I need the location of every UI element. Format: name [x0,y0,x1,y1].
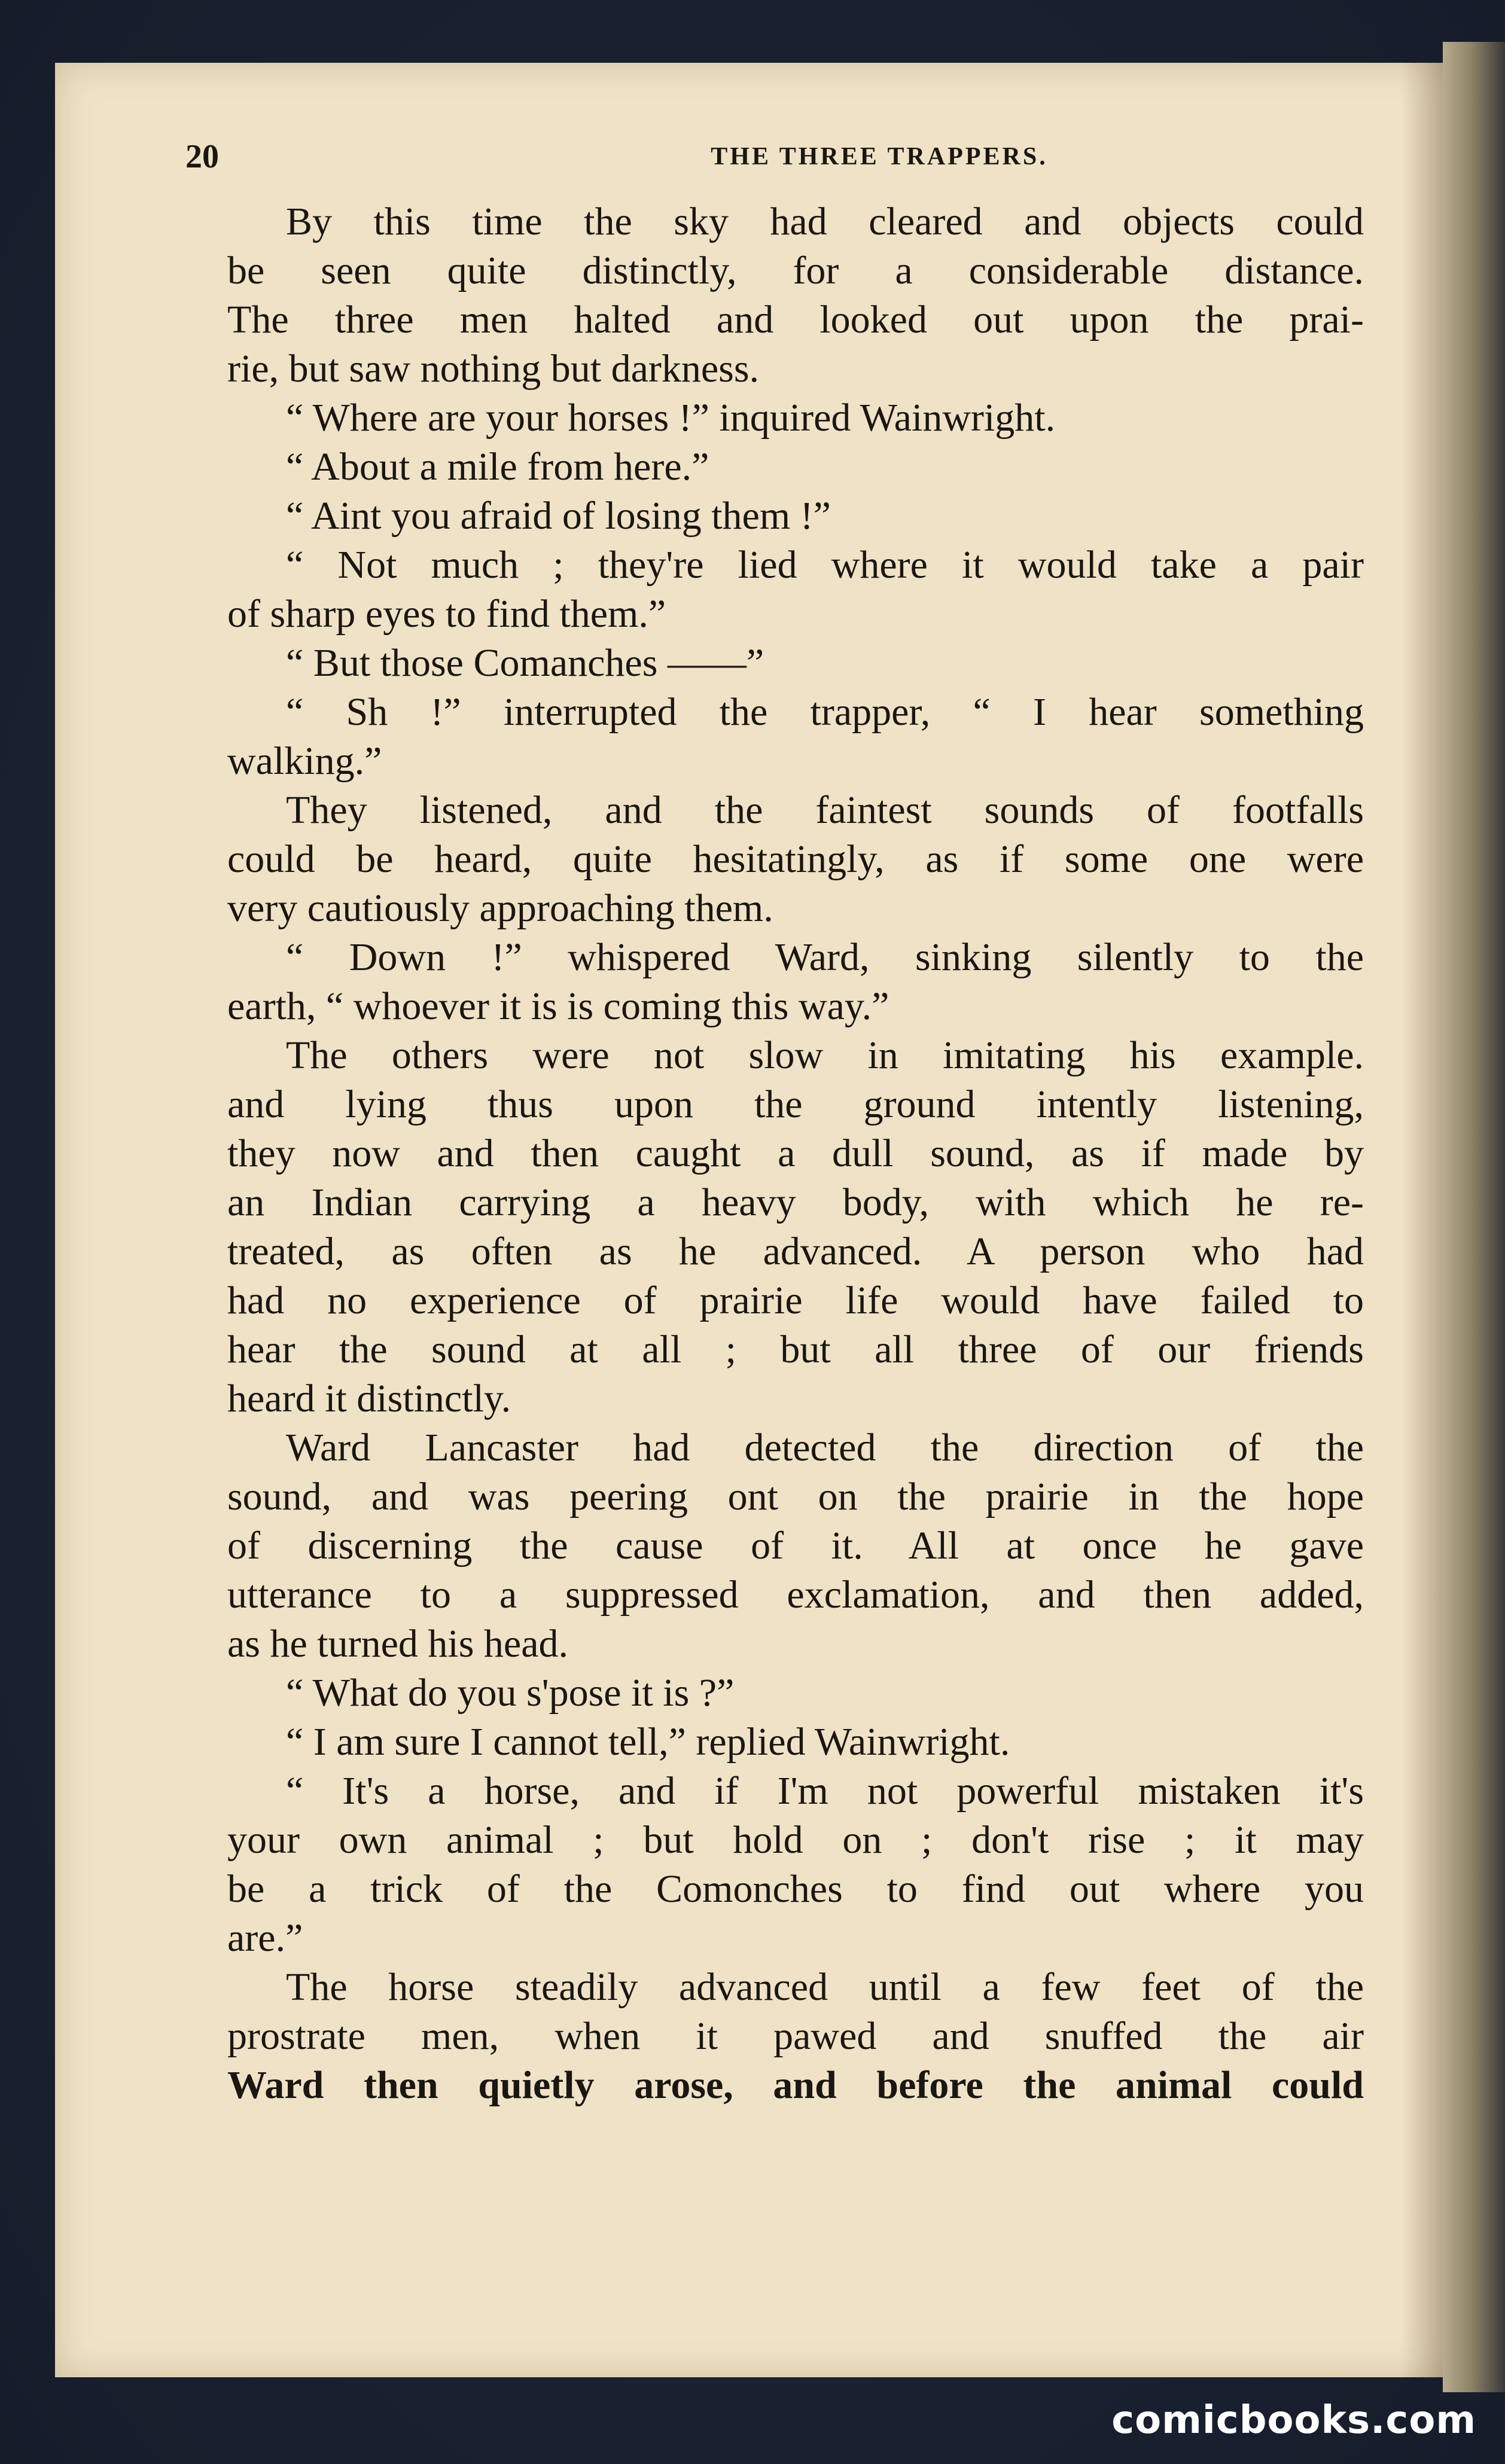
text-line: The others were not slow in imitating his example. [286,1033,1364,1077]
text-line: “ Sh !” interrupted the trapper, “ I hear something [286,690,1364,734]
text-line: treated, as often as he advanced. A person who had [227,1230,1364,1273]
text-line: of sharp eyes to find them.” [227,592,666,636]
page-number: 20 [185,138,219,175]
text-line: of discerning the cause of it. All at once he gave [227,1524,1364,1568]
text-line: rie, but saw nothing but darkness. [227,347,760,391]
text-line: By this time the sky had cleared and objects could [286,200,1364,243]
text-line: very cautiously approaching them. [227,886,773,930]
text-line: They listened, and the faintest sounds of footfalls [286,788,1364,832]
text-line: “ Where are your horses !” inquired Wainwright. [286,396,1056,440]
text-line: be a trick of the Comonches to find out where you [227,1867,1364,1911]
book-spine-edge [1443,42,1505,2392]
text-line: “ About a mile from here.” [286,445,709,489]
text-line: as he turned his head. [227,1622,568,1666]
text-line: heard it distinctly. [227,1377,511,1420]
text-line: earth, “ whoever it is is coming this way.” [227,984,889,1028]
text-line: “ It's a horse, and if I'm not powerful mistaken it's [286,1769,1364,1813]
text-line: “ Down !” whispered Ward, sinking silently to the [286,935,1364,979]
text-line: utterance to a suppressed exclamation, and then added, [227,1573,1364,1617]
text-line: Ward Lancaster had detected the direction of the [286,1426,1364,1469]
text-line: are.” [227,1916,303,1960]
text-line: walking.” [227,739,382,783]
text-line: “ I am sure I cannot tell,” replied Wainwright. [286,1720,1010,1764]
text-line: Ward then quietly arose, and before the animal could [227,2063,1364,2107]
text-line: “ But those Comanches ——” [286,641,764,685]
text-line: prostrate men, when it pawed and snuffed the air [227,2014,1364,2058]
text-line: The horse steadily advanced until a few feet of the [286,1965,1364,2009]
page-header [185,133,1322,181]
text-line: your own animal ; but hold on ; don't rise ; it may [227,1818,1364,1862]
text-line: an Indian carrying a heavy body, with which he re- [227,1181,1364,1224]
text-line: be seen quite distinctly, for a considerable distance. [227,249,1364,292]
text-line: hear the sound at all ; but all three of our friends [227,1328,1364,1371]
text-line: had no experience of prairie life would have failed to [227,1279,1364,1322]
text-line: they now and then caught a dull sound, as if made by [227,1132,1364,1175]
text-line: “ Not much ; they're lied where it would take a pair [286,543,1364,587]
text-line: and lying thus upon the ground intently listening, [227,1082,1364,1126]
text-line: “ What do you s'pose it is ?” [286,1671,735,1715]
page-gutter-shadow [1401,63,1443,2377]
text-line: The three men halted and looked out upon the prai- [227,298,1364,341]
running-head-title: THE THREE TRAPPERS. [711,143,1048,170]
text-line: sound, and was peering ont on the prairie in the hope [227,1475,1364,1518]
body-text [227,197,1364,2110]
watermark-logo: comicbooks.com [1111,2398,1476,2442]
text-line: “ Aint you afraid of losing them !” [286,494,831,538]
text-line: could be heard, quite hesitatingly, as if some one were [227,837,1364,881]
